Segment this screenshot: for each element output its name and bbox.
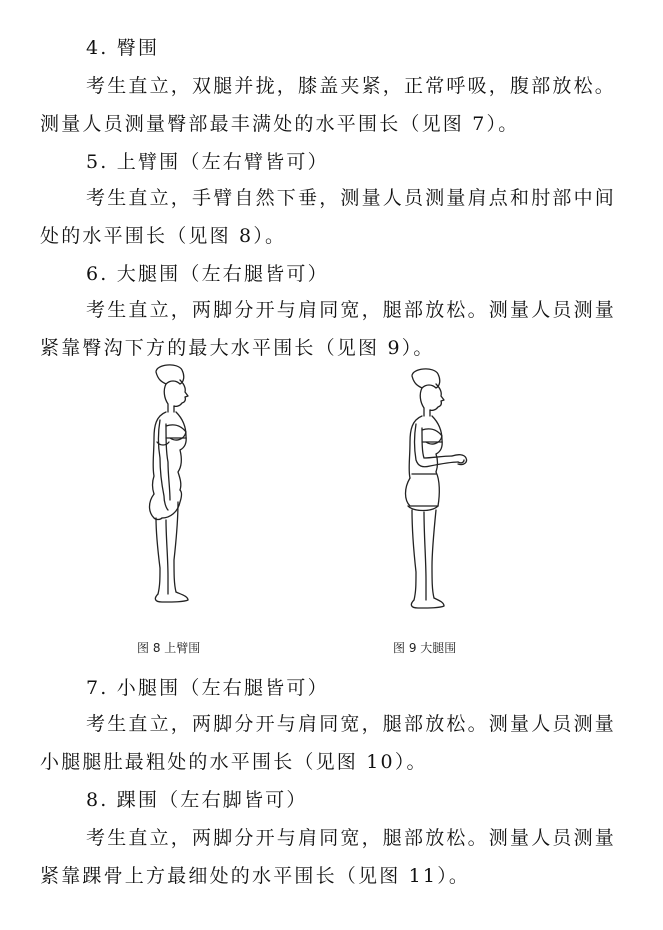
paragraph-line: 考生直立，双腿并拢，膝盖夹紧，正常呼吸，腹部放松。 [86,75,617,97]
paragraph-line: 考生直立，两脚分开与肩同宽，腿部放松。测量人员测量 [86,299,617,321]
section-heading-calf: 7. 小腿围（左右腿皆可） [86,677,329,699]
paragraph-line: 考生直立，两脚分开与肩同宽，腿部放松。测量人员测量 [86,827,617,849]
figure-9-illustration [392,366,482,611]
section-heading-hip: 4. 臀围 [86,37,160,59]
section-heading-upper-arm: 5. 上臂围（左右臂皆可） [86,151,329,173]
paragraph-line: 处的水平围长（见图 8）。 [40,225,287,247]
paragraph-line: 小腿腿肚最粗处的水平围长（见图 10）。 [40,751,428,773]
figure-9-caption: 图 9 大腿围 [393,641,457,655]
paragraph-line: 紧靠踝骨上方最细处的水平围长（见图 11）。 [40,865,471,887]
paragraph-line: 考生直立，手臂自然下垂，测量人员测量肩点和肘部中间 [86,187,617,209]
section-heading-thigh: 6. 大腿围（左右腿皆可） [86,263,329,285]
paragraph-line: 测量人员测量臀部最丰满处的水平围长（见图 7）。 [40,113,520,135]
figure-8-caption: 图 8 上臂围 [137,641,201,655]
paragraph-line: 紧靠臀沟下方的最大水平围长（见图 9）。 [40,337,435,359]
figure-8-illustration [130,362,210,607]
paragraph-line: 考生直立，两脚分开与肩同宽，腿部放松。测量人员测量 [86,713,617,735]
section-heading-ankle: 8. 踝围（左右脚皆可） [86,789,308,811]
